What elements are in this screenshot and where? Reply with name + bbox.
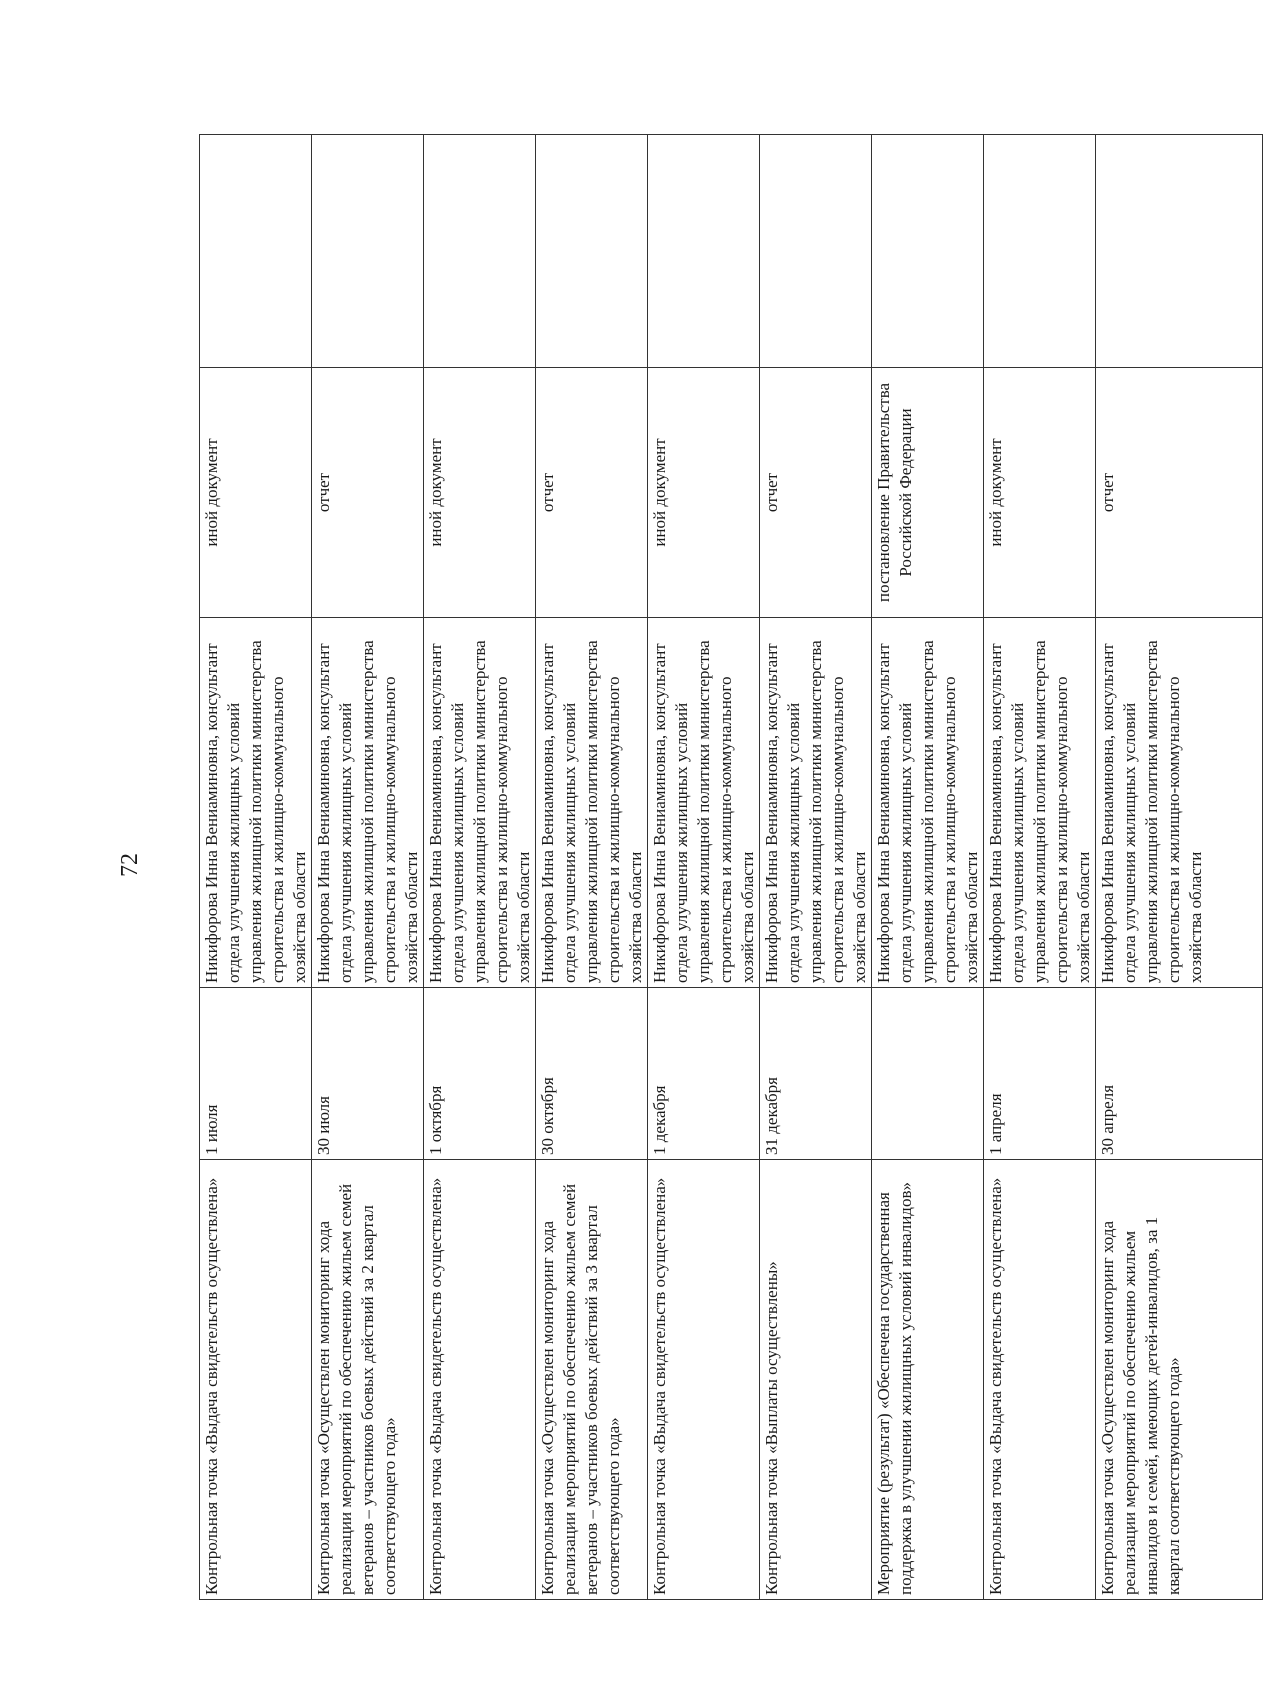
responsible-cell: Никифорова Инна Вениаминовна, консультант отдела улучшения жилищных условий управления жилищной политики министерства строительства и жилищно-коммунального хозяйства области <box>536 618 648 988</box>
extra-cell <box>312 135 424 368</box>
event-cell: Контрольная точка «Выплаты осуществлены» <box>760 1160 872 1600</box>
document-cell: отчет <box>1096 368 1263 618</box>
event-cell: Контрольная точка «Выдача свидетельств осуществлена» <box>200 1160 312 1600</box>
event-cell: Контрольная точка «Осуществлен мониторинг хода реализации мероприятий по обеспечению жильем инвалидов и семей, имеющих детей-инвалидов, за 1 квартал соответствующего года» <box>1096 1160 1263 1600</box>
page-number: 72 <box>117 853 143 877</box>
document-cell: отчет <box>536 368 648 618</box>
date-cell <box>872 988 984 1160</box>
date-cell: 1 июля <box>200 988 312 1160</box>
event-cell: Контрольная точка «Выдача свидетельств осуществлена» <box>648 1160 760 1600</box>
document-cell: иной документ <box>200 368 312 618</box>
event-cell: Контрольная точка «Осуществлен мониторинг хода реализации мероприятий по обеспечению жильем семей ветеранов – участников боевых действий за 3 квартал соответствующего года» <box>536 1160 648 1600</box>
document-cell: иной документ <box>424 368 536 618</box>
extra-cell <box>1096 135 1263 368</box>
extra-cell <box>424 135 536 368</box>
date-cell: 30 июля <box>312 988 424 1160</box>
extra-cell <box>536 135 648 368</box>
table-row <box>200 135 312 1600</box>
event-cell: Контрольная точка «Осуществлен мониторинг хода реализации мероприятий по обеспечению жильем семей ветеранов – участников боевых действий за 2 квартал соответствующего года» <box>312 1160 424 1600</box>
date-cell: 31 декабря <box>760 988 872 1160</box>
table-row <box>312 135 424 1600</box>
extra-cell <box>760 135 872 368</box>
document-cell: отчет <box>312 368 424 618</box>
extra-cell <box>200 135 312 368</box>
responsible-cell: Никифорова Инна Вениаминовна, консультант отдела улучшения жилищных условий управления жилищной политики министерства строительства и жилищно-коммунального хозяйства области <box>424 618 536 988</box>
responsible-cell: Никифорова Инна Вениаминовна, консультант отдела улучшения жилищных условий управления жилищной политики министерства строительства и жилищно-коммунального хозяйства области <box>1096 618 1263 988</box>
date-cell: 1 декабря <box>648 988 760 1160</box>
event-cell: Мероприятие (результат) «Обеспечена государственная поддержка в улучшении жилищных условий инвалидов» <box>872 1160 984 1600</box>
table-row <box>984 135 1096 1600</box>
rotated-table-container <box>199 135 1205 1600</box>
extra-cell <box>872 135 984 368</box>
table-row <box>1096 135 1263 1600</box>
document-cell: иной документ <box>648 368 760 618</box>
document-cell: отчет <box>760 368 872 618</box>
date-cell: 30 октября <box>536 988 648 1160</box>
table-row <box>536 135 648 1600</box>
extra-cell <box>984 135 1096 368</box>
table-row <box>424 135 536 1600</box>
responsible-cell: Никифорова Инна Вениаминовна, консультант отдела улучшения жилищных условий управления жилищной политики министерства строительства и жилищно-коммунального хозяйства области <box>200 618 312 988</box>
document-cell: постановление Правительства Российской Федерации <box>872 368 984 618</box>
document-cell: иной документ <box>984 368 1096 618</box>
control-points-table <box>199 134 1263 1600</box>
event-cell: Контрольная точка «Выдача свидетельств осуществлена» <box>984 1160 1096 1600</box>
responsible-cell: Никифорова Инна Вениаминовна, консультант отдела улучшения жилищных условий управления жилищной политики министерства строительства и жилищно-коммунального хозяйства области <box>872 618 984 988</box>
responsible-cell: Никифорова Инна Вениаминовна, консультант отдела улучшения жилищных условий управления жилищной политики министерства строительства и жилищно-коммунального хозяйства области <box>760 618 872 988</box>
event-cell: Контрольная точка «Выдача свидетельств осуществлена» <box>424 1160 536 1600</box>
responsible-cell: Никифорова Инна Вениаминовна, консультант отдела улучшения жилищных условий управления жилищной политики министерства строительства и жилищно-коммунального хозяйства области <box>312 618 424 988</box>
responsible-cell: Никифорова Инна Вениаминовна, консультант отдела улучшения жилищных условий управления жилищной политики министерства строительства и жилищно-коммунального хозяйства области <box>648 618 760 988</box>
extra-cell <box>648 135 760 368</box>
date-cell: 1 октября <box>424 988 536 1160</box>
date-cell: 1 апреля <box>984 988 1096 1160</box>
responsible-cell: Никифорова Инна Вениаминовна, консультант отдела улучшения жилищных условий управления жилищной политики министерства строительства и жилищно-коммунального хозяйства области <box>984 618 1096 988</box>
table-row <box>760 135 872 1600</box>
date-cell: 30 апреля <box>1096 988 1263 1160</box>
table-row <box>648 135 760 1600</box>
table-row <box>872 135 984 1600</box>
